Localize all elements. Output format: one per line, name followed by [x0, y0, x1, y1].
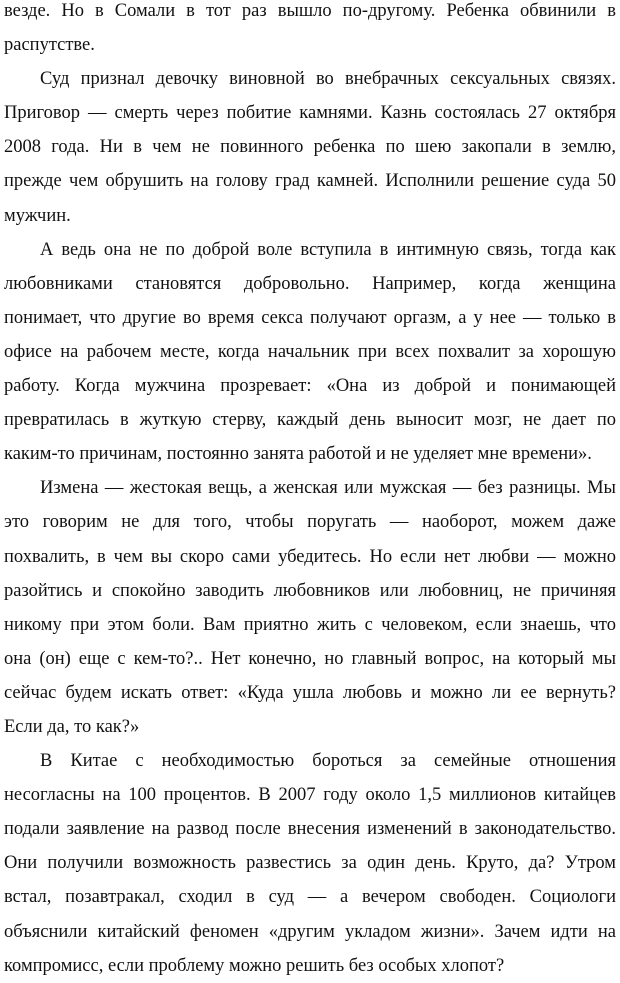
text-line: А ведь она не по доброй воле вступила в интимную связь, тогда как: [40, 239, 616, 260]
text-line: прежде чем обрушить на голову град камней. Исполнили решение суда 50: [4, 171, 616, 192]
text-line: сейчас будем искать ответ: «Куда ушла любовь и можно ли ее вернуть?: [4, 682, 616, 703]
text-line: превратилась в жуткую стерву, каждый день выносит мозг, не дает по: [4, 410, 616, 431]
text-line: это говорим не для того, чтобы поругать — наоборот, можем даже: [4, 512, 616, 533]
text-line: никому при этом боли. Вам приятно жить с человеком, если знаешь, что: [4, 614, 616, 635]
text-line: В Китае с необходимостью бороться за семейные отношения: [40, 751, 616, 772]
text-line: похвалить, в чем вы скоро сами убедитесь. Но если нет любви — можно: [4, 546, 616, 567]
text-line: встал, позавтракал, сходил в суд — а вечером свободен. Социологи: [4, 887, 616, 908]
paragraph: [4, 0, 616, 62]
text-line: работу. Когда мужчина прозревает: «Она из доброй и понимающей: [4, 376, 616, 397]
text-line: Они получили возможность развестись за один день. Круто, да? Утром: [4, 853, 616, 874]
text-line: любовниками становятся добровольно. Например, когда женщина: [4, 273, 616, 294]
paragraph: [4, 744, 616, 983]
text-line: везде. Но в Сомали в тот раз вышло по-другому. Ребенка обвинили в: [4, 1, 616, 21]
text-line: 2008 года. Ни в чем не повинного ребенка по шею закопали в землю,: [4, 137, 616, 158]
text-line: мужчин.: [4, 205, 71, 226]
text-line: распутстве.: [4, 35, 95, 56]
document-page: [4, 0, 616, 976]
paragraph: [4, 62, 616, 232]
text-line: разойтись и спокойно заводить любовников или любовниц, не причиняя: [4, 580, 616, 601]
text-line: офисе на рабочем месте, когда начальник при всех похвалит за хорошую: [4, 341, 616, 362]
text-line: Если да, то как?»: [4, 716, 140, 737]
text-line: понимает, что другие во время секса получают оргазм, а у нее — только в: [4, 307, 616, 328]
text-line: каким-то причинам, постоянно занята работой и не уделяет мне времени».: [4, 444, 592, 465]
text-line: объяснили китайский феномен «другим укладом жизни». Зачем идти на: [4, 921, 616, 942]
paragraph: [4, 471, 616, 744]
text-line: она (он) еще с кем-то?.. Нет конечно, но главный вопрос, на который мы: [4, 648, 616, 669]
text-line: Суд признал девочку виновной во внебрачных сексуальных связях.: [40, 69, 616, 90]
paragraph: [4, 233, 616, 472]
text-line: несогласны на 100 процентов. В 2007 году около 1,5 миллионов китайцев: [4, 785, 616, 806]
text-line: компромисс, если проблему можно решить без особых хлопот?: [4, 955, 505, 976]
text-line: Измена — жестокая вещь, а женская или мужская — без разницы. Мы: [40, 478, 616, 499]
text-line: подали заявление на развод после внесения изменений в законодательство.: [4, 819, 616, 840]
text-line: Приговор — смерть через побитие камнями. Казнь состоялась 27 октября: [4, 103, 616, 124]
